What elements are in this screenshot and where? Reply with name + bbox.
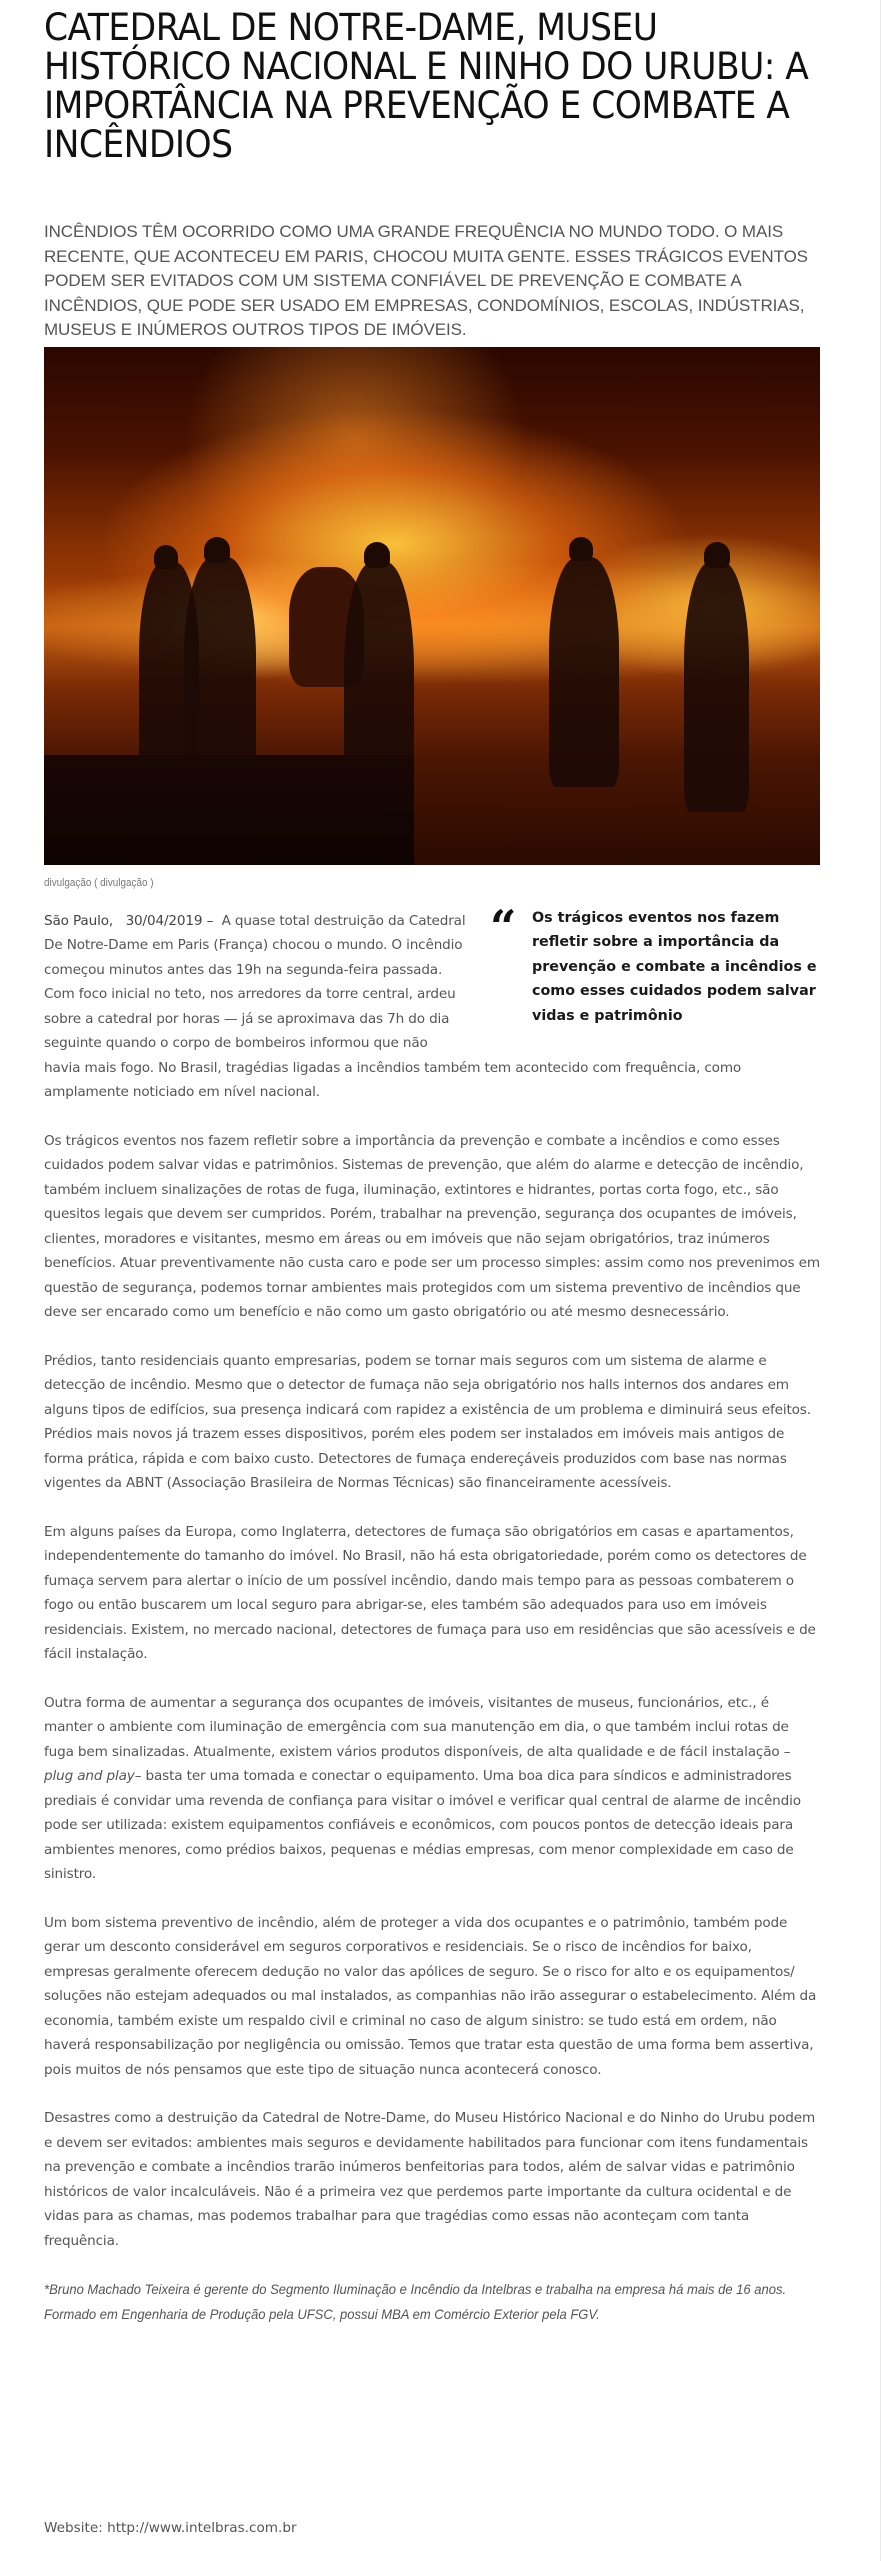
firefighter-silhouette xyxy=(684,562,749,812)
pull-quote-text: Os trágicos eventos nos fazem refletir sobre a importância da prevenção e combate a incêndios e como esses cuidados podem salvar vidas e patrimônio xyxy=(532,909,817,1024)
paragraph-3: Prédios, tanto residenciais quanto empresarias, podem se tornar mais seguros com um sistema de alarme e detecção de incêndio. Mesmo que o detector de fumaça não seja obrigatório nos halls internos dos andares em alguns tipos de edifícios, sua presença indicará com rapidez a existência de um problema e diminuirá seus efeitos. Prédios mais novos já trazem esses dispositivos, porém eles podem ser instalados em imóveis mais antigos de forma prática, rápida e com baixo custo. Detectores de fumaça endereçáveis produzidos com base nas normas vigentes da ABNT (Associação Brasileira de Normas Técnicas) são financeiramente acessíveis. xyxy=(44,1352,811,1491)
photo-vehicle-shape xyxy=(44,755,414,865)
paragraph-7: Desastres como a destruição da Catedral de Notre-Dame, do Museu Histórico Nacional e do Ninho do Urubu podem e devem ser evitados: ambientes mais seguros e devidamente habilitados para funcionar com itens fundamentais na prevenção e combate a incêndios trarão inúmeros benfeitorias para todos, além de salvar vidas e patrimônio históricos de valor incalculáveis. Não é a primeira vez que perdemos parte importante da cultura ocidental e de vidas para as chamas, mas podemos trabalhar para que tragédias como essas não aconteçam com tanta frequência. xyxy=(44,2110,816,2249)
dateline-date: 30/04/2019 – xyxy=(125,912,214,929)
firefighter-head xyxy=(704,542,730,568)
image-caption: divulgação ( divulgação ) xyxy=(44,876,154,889)
author-note: *Bruno Machado Teixeira é gerente do Segmento Iluminação e Incêndio da Intelbras e trabalha na empresa há mais de 16 anos. Formado em Engenharia de Produção pela UFSC, possui MBA em Comércio Exterior pela FGV. xyxy=(44,2281,787,2322)
article-body xyxy=(44,899,820,2327)
paragraph-4: Em alguns países da Europa, como Inglaterra, detectores de fumaça são obrigatórios em casas e apartamentos, independentemente do tamanho do imóvel. No Brasil, não há esta obrigatoriedade, porém como os detectores de fumaça servem para alertar o início de um possível incêndio, dando mais tempo para as pessoas combaterem o fogo ou então buscarem um local seguro para abrigar-se, eles também são adequados para uso em imóveis residenciais. Existem, no mercado nacional, detectores de fumaça para uso em residências que são acessíveis e de fácil instalação. xyxy=(44,1523,816,1662)
website-label: Website: xyxy=(44,2520,103,2536)
article-title: CATEDRAL DE NOTRE-DAME, MUSEU HISTÓRICO NACIONAL E NINHO DO URUBU: A IMPORTÂNCIA NA PREVENÇÃO E COMBATE A INCÊNDIOS xyxy=(44,5,809,166)
paragraph-6: Um bom sistema preventivo de incêndio, além de proteger a vida dos ocupantes e o patrimônio, também pode gerar um desconto considerável em seguros corporativos e residenciais. Se o risco de incêndios for baixo, empresas geralmente oferecem dedução no valor das apólices de seguro. Se o risco for alto e os equipamentos/ soluções não estejam adequados ou mal instalados, as companhias não irão assegurar o estabelecimento. Além da economia, também existe um respaldo civil e criminal no caso de algum sinistro: se tudo está em ordem, não haverá responsabilização por negligência ou omissão. Temos que tratar esta questão de uma forma bem assertiva, pois muitos de nós pensamos que este tipo de situação nunca acontecerá conosco. xyxy=(44,1914,817,2078)
firefighters-photo xyxy=(44,347,820,865)
article xyxy=(44,0,820,2326)
paragraph-1-text: A quase total destruição da Catedral De Notre-Dame em Paris (França) chocou o mundo. O incêndio começou minutos antes das 19h na segunda-feira passada. Com foco inicial no teto, nos arredores da torre central, ardeu sobre a catedral por horas — já se aproximava das 7h do dia seguinte quando o corpo de bombeiros informou que não havia mais fogo. No Brasil, tragédias ligadas a incêndios também tem acontecido com frequência, como amplamente noticiado em nível nacional. xyxy=(44,912,742,1100)
dateline-city: São Paulo, xyxy=(44,912,114,929)
paragraph-2: Os trágicos eventos nos fazem refletir sobre a importância da prevenção e combate a incêndios e como esses cuidados podem salvar vidas e patrimônios. Sistemas de prevenção, que além do alarme e detecção de incêndio, também incluem sinalizações de rotas de fuga, iluminação, extintores e hidrantes, portas corta fogo, etc., são quesitos legais que devem ser cumpridos. Porém, trabalhar na prevenção, segurança dos ocupantes de imóveis, clientes, moradores e visitantes, mesmo em áreas ou em imóveis que não sejam obrigatórios, traz inúmeros benefícios. Atuar preventivamente não custa caro e pode ser um processo simples: assim como nos prevenimos em questão de segurança, podemos tornar ambientes mais protegidos com um sistema preventivo de incêndios que deve ser encarado como um benefício e não como um gasto obrigatório ou até mesmo desnecessário. xyxy=(44,1132,820,1320)
paragraph-5 xyxy=(44,1691,820,1887)
firefighter-head xyxy=(154,545,178,569)
paragraph-5-after: – basta ter uma tomada e conectar o equipamento. Uma boa dica para síndicos e administradores prediais é convidar uma revenda de confiança para visitar o imóvel e verificar qual central de alarme de incêndio pode ser utilizada: existem equipamentos confiáveis e econômicos, com poucos pontos de detecção ideais para ambientes menores, como prédios baixos, pequenas e médias empresas, com menor complexidade em caso de sinistro. xyxy=(44,1768,801,1882)
website-line xyxy=(44,2520,297,2536)
firefighter-head xyxy=(204,537,230,563)
paragraph-5-before: Outra forma de aumentar a segurança dos ocupantes de imóveis, visitantes de museus, funcionários, etc., é manter o ambiente com iluminação de emergência com sua manutenção em dia, o que também inclui rotas de fuga bem sinalizadas. Atualmente, existem vários produtos disponíveis, de alta qualidade e de fácil instalação – xyxy=(44,1694,791,1760)
article-figure xyxy=(44,347,820,889)
firefighter-silhouette xyxy=(549,557,619,787)
website-link[interactable]: http://www.intelbras.com.br xyxy=(107,2520,297,2536)
article-lead: INCÊNDIOS TÊM OCORRIDO COMO UMA GRANDE FREQUÊNCIA NO MUNDO TODO. O MAIS RECENTE, QUE ACONTECEU EM PARIS, CHOCOU MUITA GENTE. ESSES TRÁGICOS EVENTOS PODEM SER EVITADOS COM UM SISTEMA CONFIÁVEL DE PREVENÇÃO E COMBATE A INCÊNDIOS, QUE PODE SER USADO EM EMPRESAS, CONDOMÍNIOS, ESCOLAS, INDÚSTRIAS, MUSEUS E INÚMEROS OUTROS TIPOS DE IMÓVEIS. xyxy=(44,222,808,339)
quote-icon: “ xyxy=(490,899,517,954)
firefighter-head xyxy=(569,537,593,561)
firefighter-head xyxy=(364,542,390,568)
pull-quote xyxy=(490,899,820,1029)
paragraph-5-emphasis: plug and play xyxy=(44,1768,135,1784)
